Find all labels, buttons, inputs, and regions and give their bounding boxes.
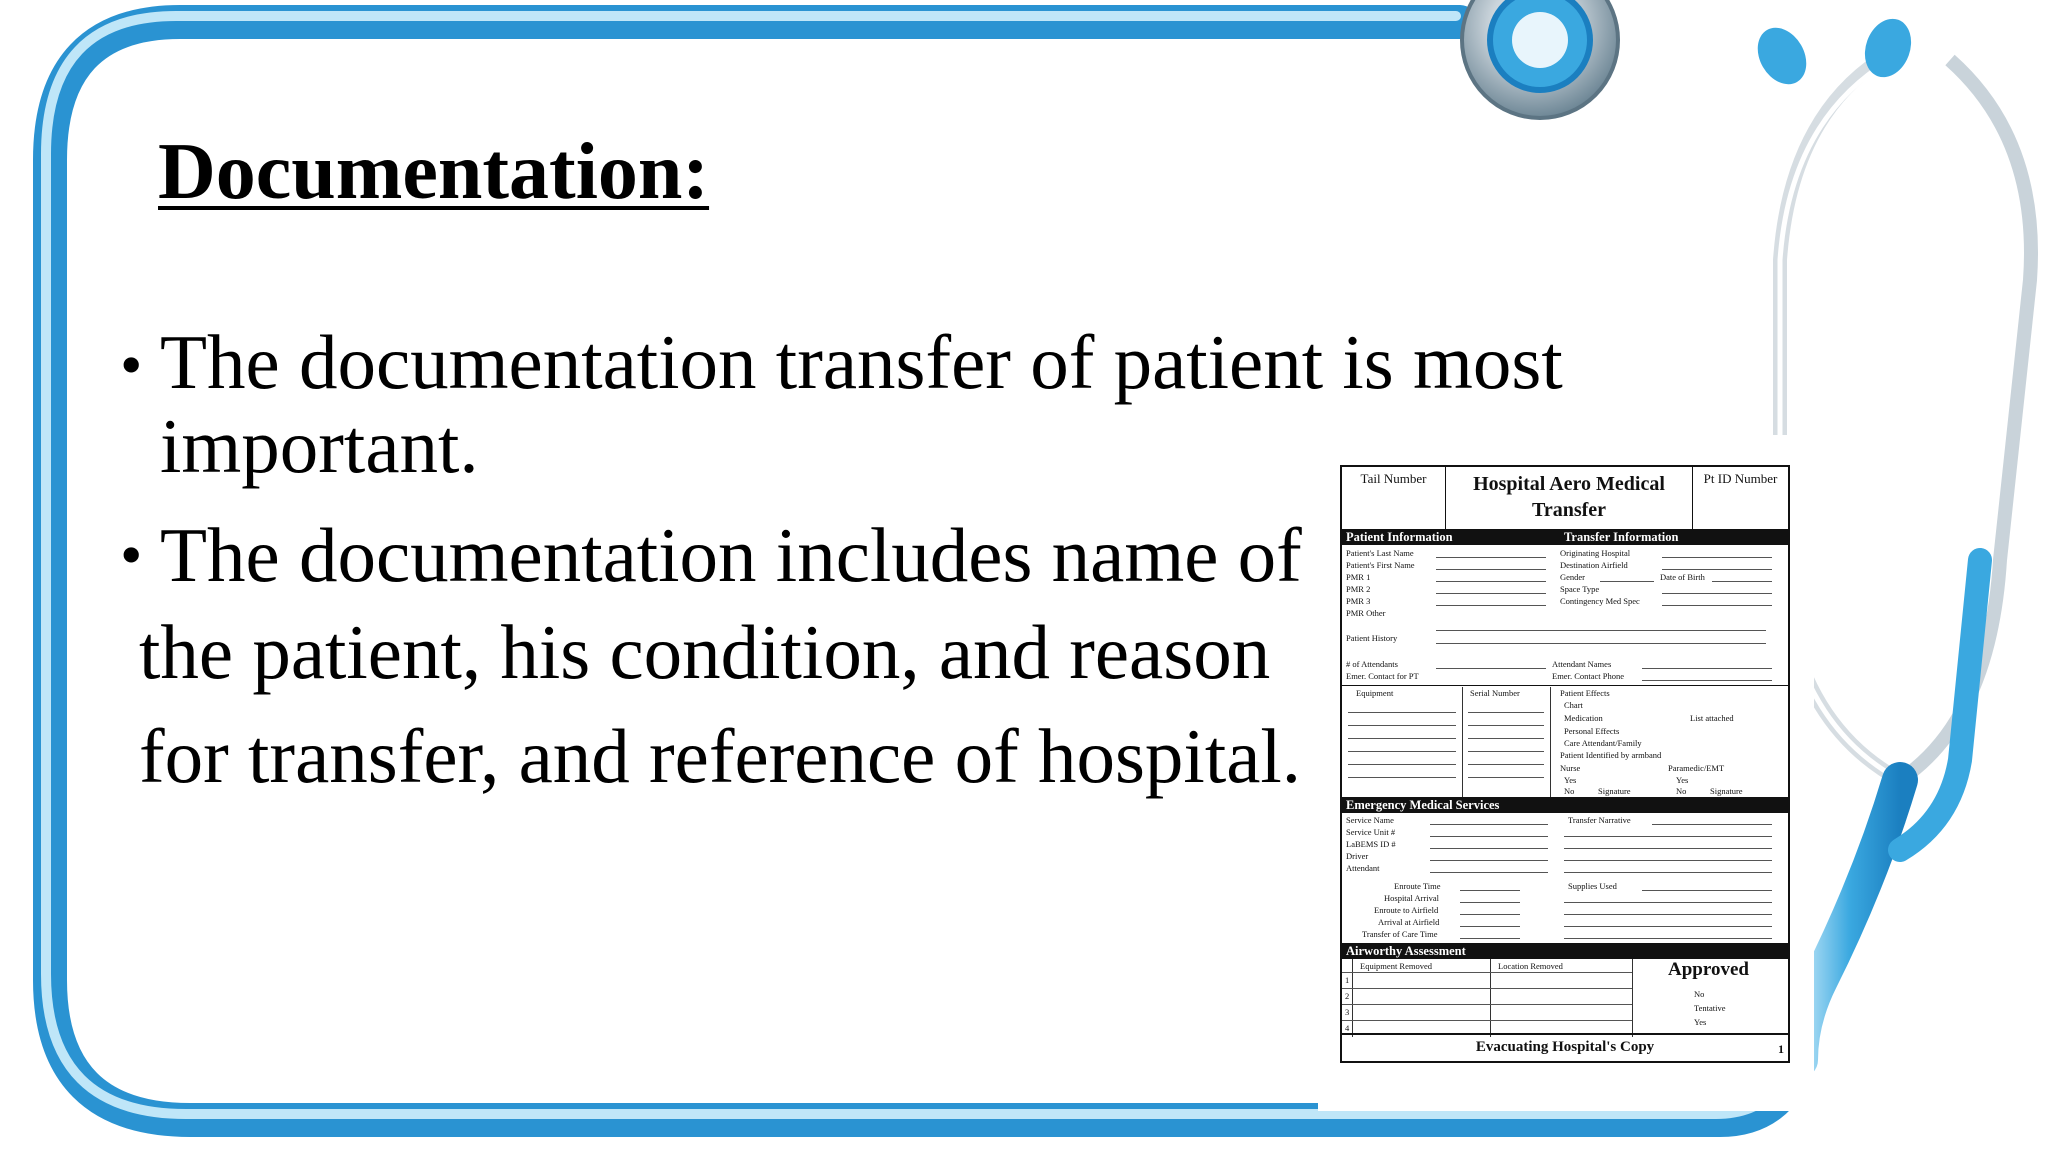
form-title-line: Transfer: [1531, 499, 1607, 521]
form-line: [1642, 668, 1772, 669]
form-line: [1652, 824, 1772, 825]
form-line: [1468, 712, 1544, 713]
form-line: [1468, 751, 1544, 752]
form-column-label: Location Removed: [1498, 961, 1563, 971]
form-line: [1342, 1004, 1632, 1005]
bullet-glyph: •: [120, 519, 143, 590]
form-line: [1662, 593, 1772, 594]
form-line: [1662, 557, 1772, 558]
form-line: [1348, 777, 1456, 778]
form-line: [1468, 777, 1544, 778]
form-line: [1460, 914, 1520, 915]
form-line: [1564, 860, 1772, 861]
form-column-label: Equipment Removed: [1360, 961, 1433, 971]
form-line: [1600, 581, 1654, 582]
bullet-text-line: the patient, his condition, and reason: [139, 609, 1271, 695]
form-vline: [1490, 959, 1491, 1037]
form-column-label: Patient Effects: [1560, 688, 1610, 698]
slide-title: Documentation:: [158, 128, 710, 216]
form-line: [1348, 725, 1456, 726]
form-line: [1460, 902, 1520, 903]
approved-option: Tentative: [1694, 1003, 1726, 1013]
row-number: 2: [1345, 991, 1350, 1001]
form-line: [1564, 902, 1772, 903]
form-line: [1564, 848, 1772, 849]
form-field-label: Emer. Contact for PT: [1346, 671, 1419, 681]
form-line: [1564, 914, 1772, 915]
approved-label: Approved: [1668, 959, 1749, 980]
transfer-form-image: [1318, 435, 1814, 1111]
form-field-label: Service Name: [1346, 815, 1394, 825]
section-title: Patient Information: [1346, 530, 1453, 544]
form-checkbox-label: No: [1564, 786, 1575, 796]
form-field-label: Destination Airfield: [1560, 560, 1628, 570]
form-line: [1430, 824, 1548, 825]
form-checkbox-label: Signature: [1710, 786, 1743, 796]
form-field-label: Originating Hospital: [1560, 548, 1631, 558]
form-checkbox-label: Care Attendant/Family: [1564, 738, 1642, 748]
form-title-line: Hospital Aero Medical: [1473, 473, 1665, 495]
approved-option: No: [1694, 989, 1705, 999]
bullet-text-line: The documentation includes name of: [160, 512, 1302, 598]
form-line: [1430, 848, 1548, 849]
form-checkbox-label: Nurse: [1560, 763, 1581, 773]
form-field-label: Hospital Arrival: [1384, 893, 1440, 903]
form-line: [1436, 557, 1546, 558]
form-line: [1564, 872, 1772, 873]
form-line: [1348, 764, 1456, 765]
form-field-label: Supplies Used: [1568, 881, 1617, 891]
form-field-label: Transfer Narrative: [1568, 815, 1631, 825]
row-number: 1: [1345, 975, 1350, 985]
form-line: [1436, 569, 1546, 570]
form-line: [1662, 569, 1772, 570]
form-vline: [1462, 687, 1463, 797]
form-line: [1642, 890, 1772, 891]
form-checkbox-label: Signature: [1598, 786, 1631, 796]
form-column-label: Serial Number: [1470, 688, 1520, 698]
form-line: [1430, 872, 1548, 873]
form-vline: [1550, 687, 1551, 797]
form-page-number: 1: [1778, 1042, 1784, 1056]
approved-option: Yes: [1694, 1017, 1707, 1027]
section-title: Emergency Medical Services: [1346, 798, 1500, 812]
form-field-label: Arrival at Airfield: [1378, 917, 1440, 927]
form-title: [1446, 471, 1692, 523]
form-field-label: PMR 2: [1346, 584, 1371, 594]
bullet-glyph: •: [120, 329, 143, 400]
form-footer: Evacuating Hospital's Copy: [1342, 1033, 1788, 1061]
form-field-label: Emer. Contact Phone: [1552, 671, 1625, 681]
form-line: [1342, 988, 1632, 989]
form-line: [1460, 926, 1520, 927]
form-line: [1436, 593, 1546, 594]
form-checkbox-label: Paramedic/EMT: [1668, 763, 1725, 773]
form-field-label: PMR 1: [1346, 572, 1371, 582]
form-field-label: Attendant: [1346, 863, 1380, 873]
row-number: 3: [1345, 1007, 1350, 1017]
transfer-form: [1340, 465, 1790, 1063]
bullet-text-line: for transfer, and reference of hospital.: [139, 713, 1302, 799]
form-field-label: # of Attendants: [1346, 659, 1398, 669]
form-field-label: Date of Birth: [1660, 572, 1705, 582]
row-number: 4: [1345, 1023, 1350, 1033]
form-field-label: Gender: [1560, 572, 1586, 582]
form-line: [1712, 581, 1772, 582]
form-checkbox-label: Personal Effects: [1564, 726, 1620, 736]
pt-id-label: Pt ID Number: [1692, 467, 1788, 529]
form-vline: [1352, 959, 1353, 1037]
form-line: [1348, 712, 1456, 713]
form-line: [1436, 630, 1766, 631]
form-checkbox-label: Medication: [1564, 713, 1603, 723]
form-line: [1564, 836, 1772, 837]
form-line: [1342, 1020, 1632, 1021]
section-title: Transfer Information: [1564, 530, 1679, 544]
form-line: [1564, 938, 1772, 939]
form-line: [1436, 581, 1546, 582]
form-checkbox-label: Yes: [1564, 775, 1577, 785]
form-field-label: Contingency Med Spec: [1560, 596, 1640, 606]
form-checkbox-label: List attached: [1690, 713, 1734, 723]
form-line: [1430, 836, 1548, 837]
form-divider: [1342, 685, 1788, 686]
form-line: [1436, 668, 1546, 669]
form-line: [1468, 738, 1544, 739]
form-line: [1662, 605, 1772, 606]
form-field-label: Patient History: [1346, 633, 1398, 643]
form-checkbox-label: Patient Identified by armband: [1560, 750, 1662, 760]
form-field-label: Enroute Time: [1394, 881, 1441, 891]
form-field-label: Service Unit #: [1346, 827, 1396, 837]
form-line: [1436, 643, 1766, 644]
bullet-text: The documentation transfer of patient is most important.: [160, 319, 1563, 489]
form-checkbox-label: Yes: [1676, 775, 1689, 785]
form-line: [1468, 764, 1544, 765]
form-checkbox-label: No: [1676, 786, 1687, 796]
form-vline: [1632, 959, 1633, 1037]
form-line: [1468, 725, 1544, 726]
form-field-label: Driver: [1346, 851, 1369, 861]
form-checkbox-label: Chart: [1564, 700, 1583, 710]
section-bar: [1342, 797, 1788, 813]
form-field-label: Transfer of Care Time: [1362, 929, 1438, 939]
form-line: [1348, 751, 1456, 752]
section-bar: [1342, 529, 1788, 545]
form-column-label: Equipment: [1356, 688, 1394, 698]
form-field-label: Space Type: [1560, 584, 1600, 594]
form-line: [1642, 680, 1772, 681]
form-line: [1460, 890, 1520, 891]
form-line: [1342, 972, 1632, 973]
form-field-label: LaBEMS ID #: [1346, 839, 1396, 849]
form-line: [1348, 738, 1456, 739]
form-line: [1436, 605, 1546, 606]
tail-number-label: Tail Number: [1342, 467, 1446, 529]
form-line: [1430, 860, 1548, 861]
form-field-label: PMR 3: [1346, 596, 1371, 606]
form-line: [1460, 938, 1520, 939]
form-line: [1564, 926, 1772, 927]
form-field-label: Patient's First Name: [1346, 560, 1415, 570]
form-field-label: PMR Other: [1346, 608, 1386, 618]
section-bar: [1342, 943, 1788, 959]
section-title: Airworthy Assessment: [1346, 944, 1466, 958]
form-field-label: Patient's Last Name: [1346, 548, 1414, 558]
form-field-label: Enroute to Airfield: [1374, 905, 1439, 915]
form-header: [1342, 467, 1788, 531]
form-field-label: Attendant Names: [1552, 659, 1612, 669]
